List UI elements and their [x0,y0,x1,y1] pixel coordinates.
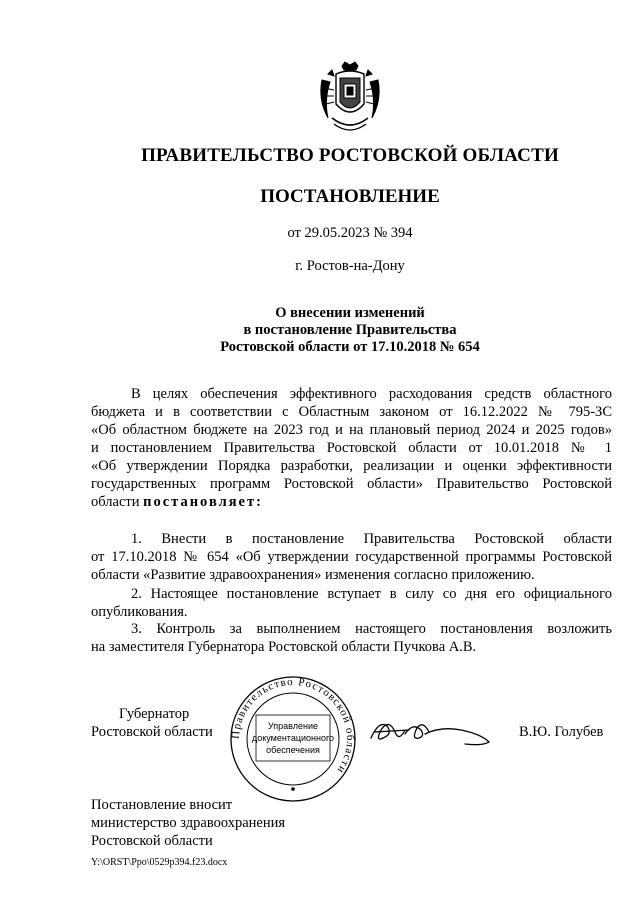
item-line: на заместителя Губернатора Ростовской области Пучкова А.В. [91,639,477,655]
stamp-inner-line: обеспечения [266,745,320,755]
note-line: Ростовской области [91,833,213,849]
city: г. Ростов-на-Дону [295,258,405,274]
subject-line: Ростовской области от 17.10.2018 № 654 [220,339,480,355]
item-2 [91,585,612,621]
document-type: ПОСТАНОВЛЕНИЕ [260,186,440,207]
preamble-last-line [91,493,612,511]
signatory-position [91,705,213,741]
item-line: 2. Настоящее постановление вступает в силу со дня его официального [131,586,612,602]
position-line: Ростовской области [91,724,213,740]
stamp-outer-text: Правительство Ростовской области [229,675,357,777]
decree-word: постановляет: [143,494,263,510]
preamble-line: бюджета и в соответствии с Областным законом от 16.12.2022 № 795-ЗС [91,404,612,420]
subject-line: О внесении изменений [275,305,425,321]
preamble-line: государственных программ Ростовской области» Правительство Ростовской [91,476,612,492]
item-3 [91,620,612,656]
item-line: от 17.10.2018 № 654 «Об утверждении государственной программы Ростовской [91,549,612,565]
preamble-line: В целях обеспечения эффективного расходования средств областного [131,386,612,402]
item-1 [91,530,612,584]
handwritten-signature-icon [365,712,495,752]
subject-block [0,305,640,356]
preamble-last-word: области [91,494,140,510]
submitted-by-note [91,796,285,850]
official-stamp-icon [228,675,358,803]
subject-line: в постановление Правительства [243,322,457,338]
preamble-line: и постановлением Правительства Ростовской области от 10.01.2018 № 1 [91,440,612,456]
coat-of-arms-icon [314,60,386,138]
item-line: опубликования. [91,604,188,620]
item-line: области «Развитие здравоохранения» изменения согласно приложению. [91,567,535,583]
position-line: Губернатор [119,706,190,722]
preamble-paragraph [91,385,612,511]
file-path: Y:\ORST\Ppo\0529p394.f23.docx [91,857,228,868]
note-line: министерство здравоохранения [91,815,286,831]
item-line: 3. Контроль за выполнением настоящего постановления возложить [131,621,612,637]
note-line: Постановление вносит [91,797,233,813]
preamble-line: «Об областном бюджете на 2023 год и на плановый период 2024 и 2025 годов» [91,422,612,438]
stamp-inner-line: Управление [267,721,319,731]
stamp-inner-line: документационного [251,733,335,743]
date-number: от 29.05.2023 № 394 [287,225,413,241]
item-line: 1. Внести в постановление Правительства Ростовской области [131,531,612,547]
government-title: ПРАВИТЕЛЬСТВО РОСТОВСКОЙ ОБЛАСТИ [141,145,559,166]
preamble-line: «Об утверждении Порядка разработки, реализации и оценки эффективности [91,458,612,474]
signer-name: В.Ю. Голубев [519,724,604,740]
